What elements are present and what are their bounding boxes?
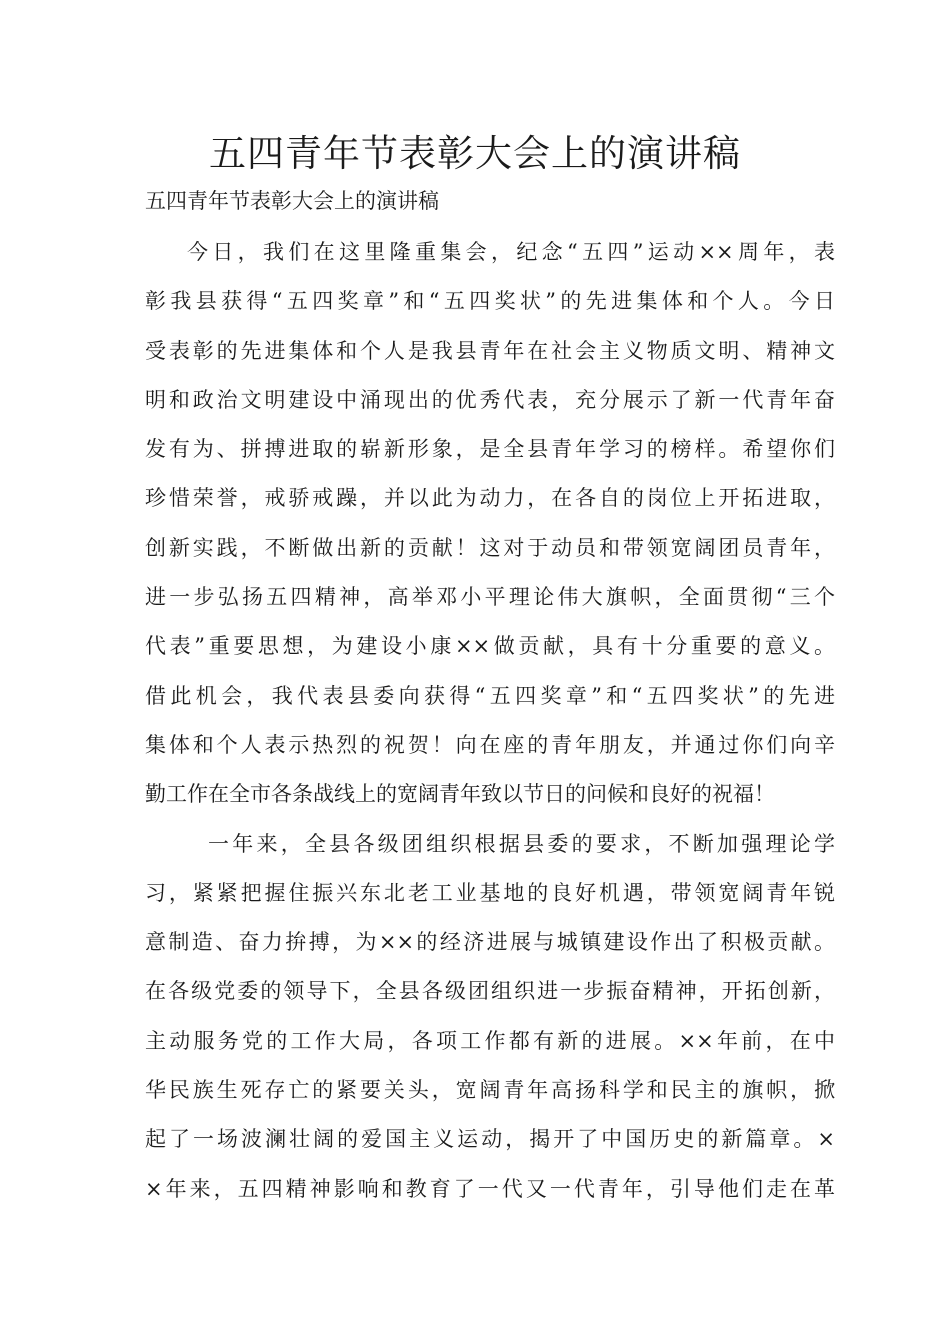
paragraph-2	[145, 820, 835, 1214]
document-body	[145, 228, 835, 1214]
text-line: 发有为、拼搏进取的崭新形象，是全县青年学习的榜样。希望你们	[145, 437, 835, 462]
text-line: 一年来，全县各级团组织根据县委的要求，不断加强理论学	[208, 831, 835, 856]
text-line: 集体和个人表示热烈的祝贺！向在座的青年朋友，并通过你们向辛	[145, 732, 835, 757]
text-line: ×年来，五四精神影响和教育了一代又一代青年，引导他们走在革	[145, 1176, 835, 1201]
document-title: 五四青年节表彰大会上的演讲稿	[209, 132, 741, 175]
text-line: 明和政治文明建设中涌现出的优秀代表，充分展示了新一代青年奋	[145, 387, 835, 412]
text-line: 今日，我们在这里隆重集会，纪念“五四”运动××周年，表	[187, 240, 835, 264]
text-line: 借此机会，我代表县委向获得“五四奖章”和“五四奖状”的先进	[145, 683, 835, 708]
text-line: 习，紧紧把握住振兴东北老工业基地的良好机遇，带领宽阔青年锐	[145, 880, 835, 905]
text-line: 珍惜荣誉，戒骄戒躁，并以此为动力，在各自的岗位上开拓进取，	[145, 486, 835, 511]
text-line: 勤工作在全市各条战线上的宽阔青年致以节日的问候和良好的祝福！	[145, 782, 775, 807]
paragraph-1	[145, 228, 835, 820]
text-line: 意制造、奋力拚搏，为××的经济进展与城镇建设作出了积极贡献。	[145, 930, 835, 955]
text-line: 创新实践，不断做出新的贡献！这对于动员和带领宽阔团员青年，	[145, 535, 835, 560]
text-line: 受表彰的先进集体和个人是我县青年在社会主义物质文明、精神文	[145, 338, 835, 363]
text-line: 起了一场波澜壮阔的爱国主义运动，揭开了中国历史的新篇章。×	[145, 1127, 835, 1152]
text-line: 彰我县获得“五四奖章”和“五四奖状”的先进集体和个人。今日	[145, 289, 835, 314]
text-line: 代表”重要思想，为建设小康××做贡献，具有十分重要的意义。	[145, 634, 835, 659]
text-line: 华民族生死存亡的紧要关头，宽阔青年高扬科学和民主的旗帜，掀	[145, 1078, 835, 1103]
document-subtitle: 五四青年节表彰大会上的演讲稿	[145, 189, 439, 213]
text-line: 主动服务党的工作大局，各项工作都有新的进展。××年前，在中	[145, 1028, 835, 1053]
text-line: 在各级党委的领导下，全县各级团组织进一步振奋精神，开拓创新，	[145, 979, 835, 1004]
text-line: 进一步弘扬五四精神，高举邓小平理论伟大旗帜，全面贯彻“三个	[145, 585, 835, 610]
